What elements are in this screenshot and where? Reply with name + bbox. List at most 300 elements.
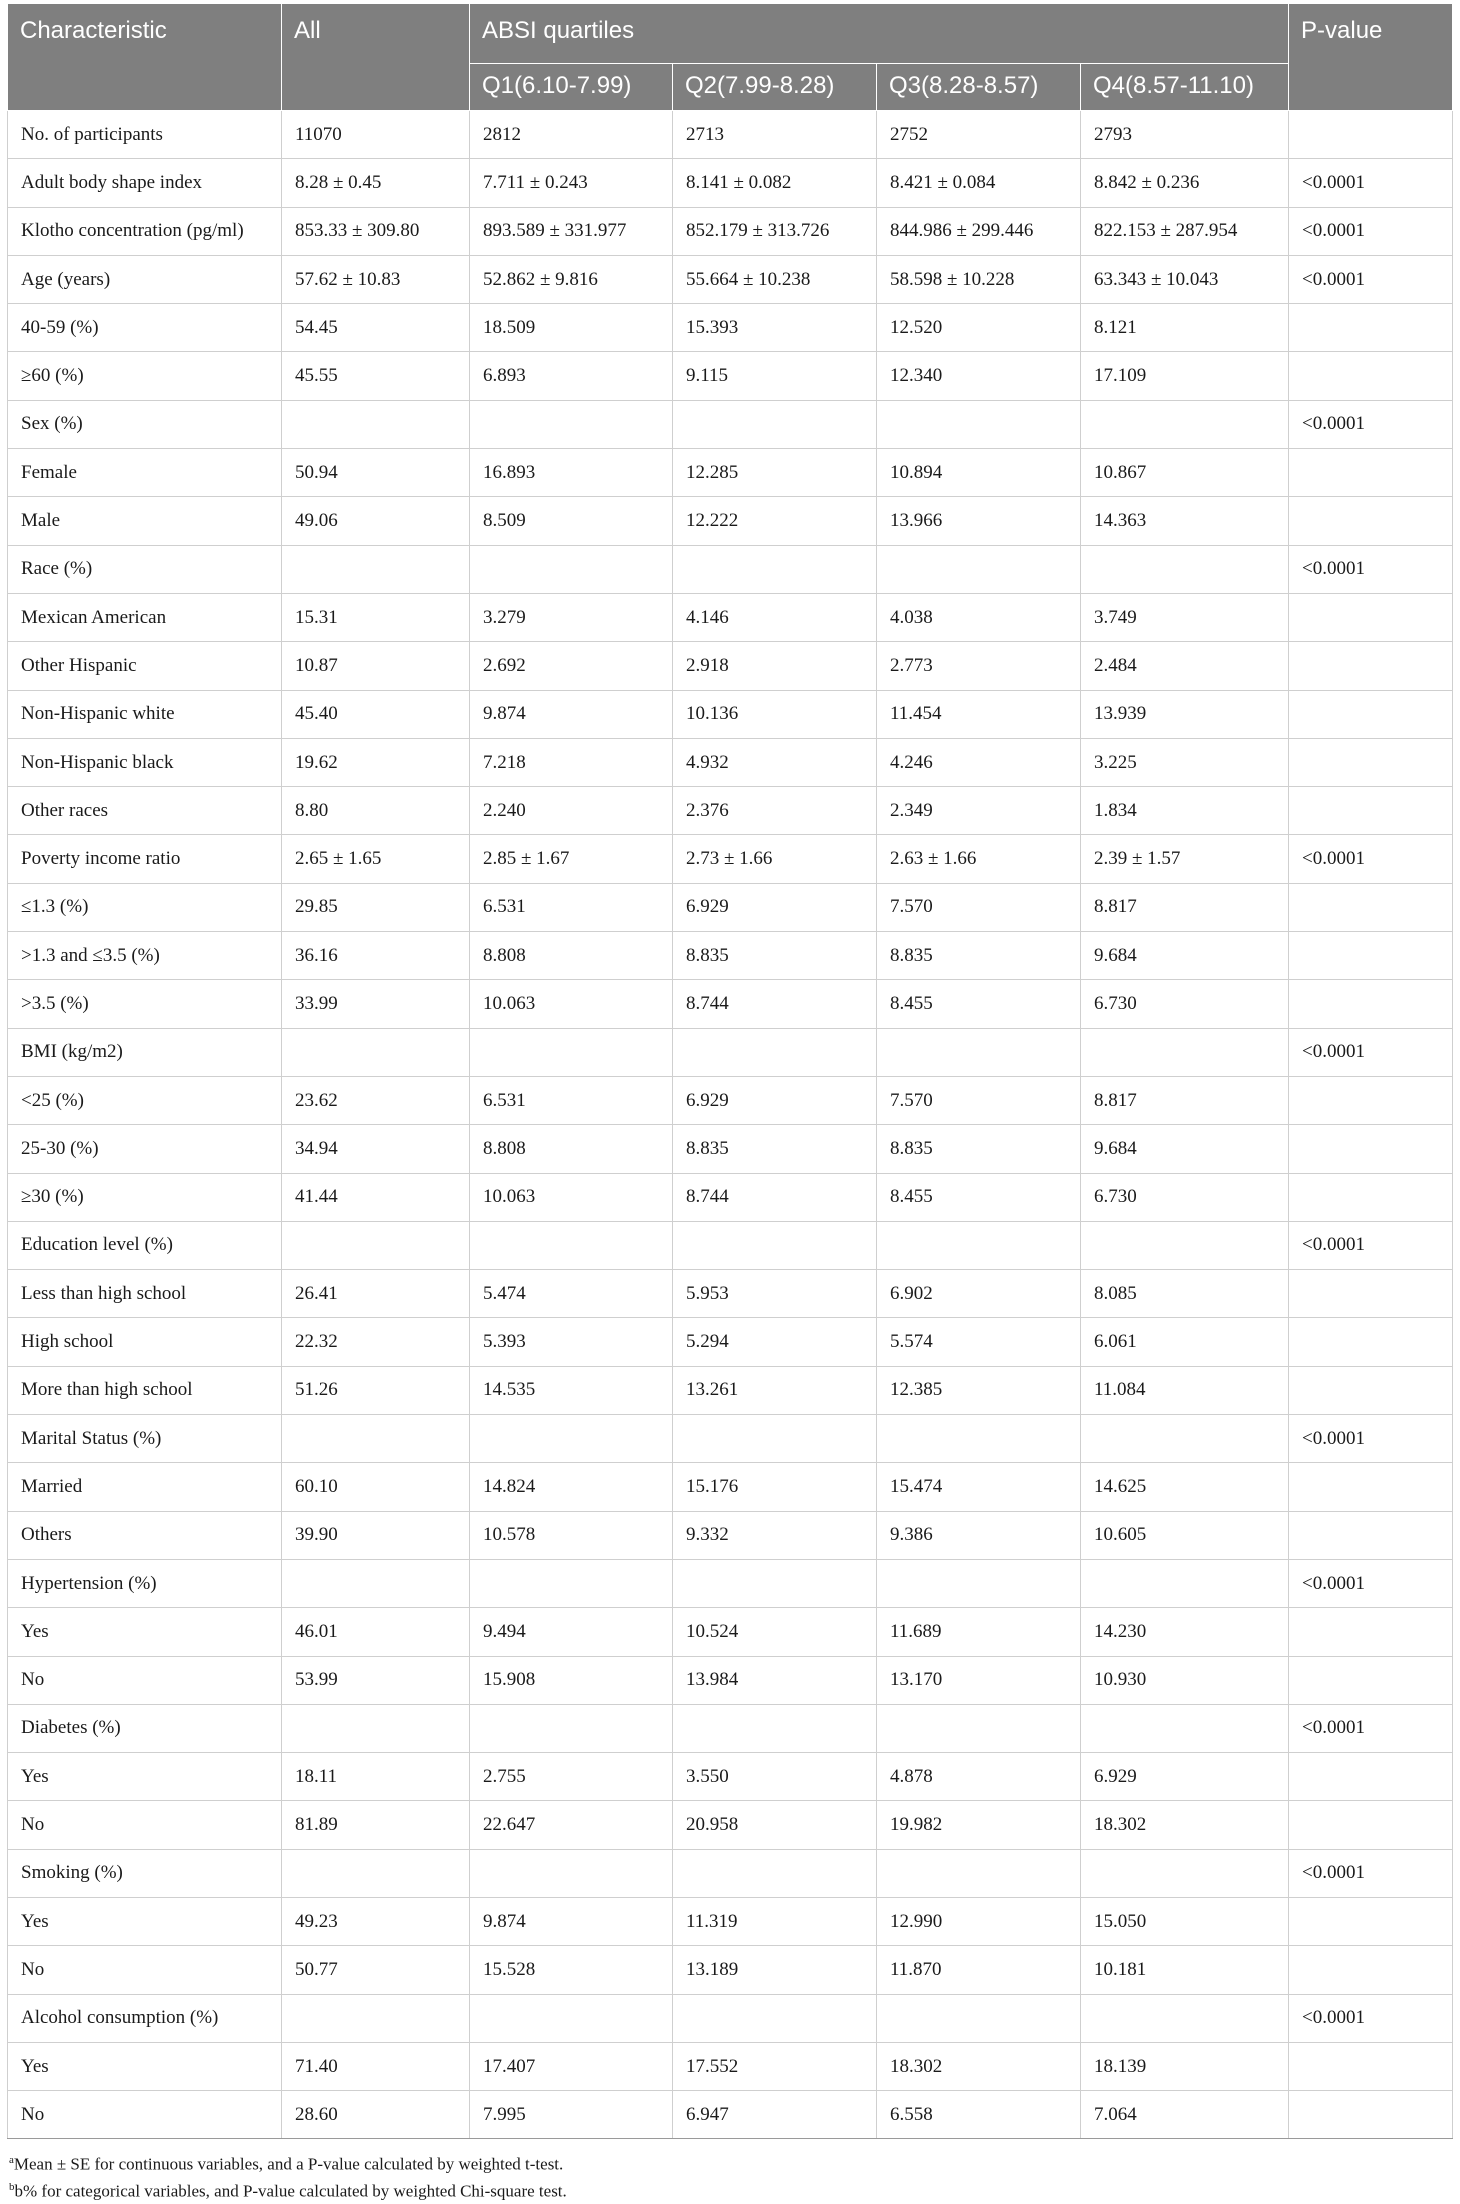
cell-characteristic: High school [8, 1318, 282, 1366]
table-row [8, 932, 1453, 980]
cell-all: 29.85 [282, 883, 470, 931]
cell-q4 [1081, 1994, 1289, 2042]
cell-all [282, 400, 470, 448]
header-p-value: P-value [1289, 4, 1453, 111]
cell-q2: 8.141 ± 0.082 [673, 159, 877, 207]
cell-q4: 8.121 [1081, 304, 1289, 352]
cell-p-value: <0.0001 [1289, 1559, 1453, 1607]
table-row [8, 1753, 1453, 1801]
cell-all: 45.55 [282, 352, 470, 400]
cell-q4 [1081, 1704, 1289, 1752]
cell-q1: 14.824 [470, 1463, 673, 1511]
cell-q1: 14.535 [470, 1366, 673, 1414]
cell-q2 [673, 1994, 877, 2042]
cell-p-value: <0.0001 [1289, 835, 1453, 883]
cell-q3 [877, 1849, 1081, 1897]
cell-q3: 4.878 [877, 1753, 1081, 1801]
cell-p-value [1289, 593, 1453, 641]
cell-q3: 7.570 [877, 883, 1081, 931]
cell-characteristic: Less than high school [8, 1270, 282, 1318]
cell-q3 [877, 1221, 1081, 1269]
cell-q3: 844.986 ± 299.446 [877, 207, 1081, 255]
cell-q1: 2.85 ± 1.67 [470, 835, 673, 883]
cell-q2: 13.984 [673, 1656, 877, 1704]
cell-q1: 2.755 [470, 1753, 673, 1801]
cell-q3: 6.558 [877, 2091, 1081, 2139]
cell-characteristic: Klotho concentration (pg/ml) [8, 207, 282, 255]
cell-p-value [1289, 449, 1453, 497]
cell-q4: 10.867 [1081, 449, 1289, 497]
cell-q4: 10.930 [1081, 1656, 1289, 1704]
table-row [8, 1173, 1453, 1221]
cell-q2: 8.744 [673, 1173, 877, 1221]
table-row [8, 352, 1453, 400]
cell-p-value [1289, 1173, 1453, 1221]
table-header [8, 4, 1453, 111]
cell-q4: 8.817 [1081, 1076, 1289, 1124]
cell-q3 [877, 1415, 1081, 1463]
table-row [8, 690, 1453, 738]
cell-q2: 11.319 [673, 1897, 877, 1945]
cell-all: 41.44 [282, 1173, 470, 1221]
cell-q4: 17.109 [1081, 352, 1289, 400]
cell-p-value: <0.0001 [1289, 1704, 1453, 1752]
cell-q1 [470, 1849, 673, 1897]
cell-q3: 13.966 [877, 497, 1081, 545]
table-row [8, 593, 1453, 641]
cell-all: 71.40 [282, 2042, 470, 2090]
cell-q3: 10.894 [877, 449, 1081, 497]
table-row [8, 1849, 1453, 1897]
cell-q1: 8.509 [470, 497, 673, 545]
table-container [7, 3, 1452, 2203]
cell-q4: 9.684 [1081, 1125, 1289, 1173]
cell-q3: 8.455 [877, 980, 1081, 1028]
cell-q2: 4.932 [673, 738, 877, 786]
cell-characteristic: Yes [8, 1753, 282, 1801]
cell-all: 54.45 [282, 304, 470, 352]
cell-q1 [470, 1221, 673, 1269]
cell-all [282, 545, 470, 593]
table-row [8, 1704, 1453, 1752]
cell-q2: 9.332 [673, 1511, 877, 1559]
cell-q4: 822.153 ± 287.954 [1081, 207, 1289, 255]
cell-q4 [1081, 1849, 1289, 1897]
cell-p-value [1289, 2042, 1453, 2090]
cell-all: 50.94 [282, 449, 470, 497]
cell-q1 [470, 1028, 673, 1076]
table-row [8, 111, 1453, 159]
cell-q3: 2.63 ± 1.66 [877, 835, 1081, 883]
cell-characteristic: More than high school [8, 1366, 282, 1414]
cell-p-value: <0.0001 [1289, 255, 1453, 303]
footnote-a-text: Mean ± SE for continuous variables, and a P-value calculated by weighted t-test. [13, 2155, 564, 2175]
cell-q2: 10.136 [673, 690, 877, 738]
cell-q3: 12.340 [877, 352, 1081, 400]
cell-q3 [877, 1994, 1081, 2042]
cell-q3 [877, 400, 1081, 448]
cell-q2: 4.146 [673, 593, 877, 641]
cell-q1: 10.063 [470, 1173, 673, 1221]
baseline-characteristics-table [7, 3, 1453, 2139]
cell-q1: 7.995 [470, 2091, 673, 2139]
cell-q1 [470, 1704, 673, 1752]
cell-all: 8.80 [282, 787, 470, 835]
cell-q4: 6.730 [1081, 980, 1289, 1028]
cell-p-value [1289, 111, 1453, 159]
cell-all: 28.60 [282, 2091, 470, 2139]
table-row [8, 1897, 1453, 1945]
cell-q4: 6.730 [1081, 1173, 1289, 1221]
cell-q4: 14.363 [1081, 497, 1289, 545]
cell-q4 [1081, 1028, 1289, 1076]
cell-q2: 6.929 [673, 1076, 877, 1124]
cell-q1: 7.218 [470, 738, 673, 786]
cell-characteristic: Marital Status (%) [8, 1415, 282, 1463]
cell-q3: 11.454 [877, 690, 1081, 738]
table-row [8, 400, 1453, 448]
cell-all: 34.94 [282, 1125, 470, 1173]
cell-q2: 8.744 [673, 980, 877, 1028]
cell-q3: 12.990 [877, 1897, 1081, 1945]
cell-p-value [1289, 1511, 1453, 1559]
cell-q1: 10.063 [470, 980, 673, 1028]
cell-q4: 11.084 [1081, 1366, 1289, 1414]
table-row [8, 304, 1453, 352]
cell-all: 2.65 ± 1.65 [282, 835, 470, 883]
cell-q1: 9.874 [470, 1897, 673, 1945]
table-row [8, 449, 1453, 497]
cell-q2: 2.73 ± 1.66 [673, 835, 877, 883]
cell-p-value [1289, 1463, 1453, 1511]
cell-q1: 52.862 ± 9.816 [470, 255, 673, 303]
table-row [8, 1559, 1453, 1607]
cell-characteristic: Married [8, 1463, 282, 1511]
cell-p-value [1289, 497, 1453, 545]
cell-q1: 6.531 [470, 1076, 673, 1124]
cell-characteristic: No. of participants [8, 111, 282, 159]
cell-all: 49.06 [282, 497, 470, 545]
cell-characteristic: Race (%) [8, 545, 282, 593]
cell-q1 [470, 1994, 673, 2042]
cell-q2: 12.285 [673, 449, 877, 497]
cell-q4: 10.605 [1081, 1511, 1289, 1559]
cell-q2: 15.393 [673, 304, 877, 352]
cell-q2: 13.189 [673, 1946, 877, 1994]
cell-p-value [1289, 883, 1453, 931]
cell-characteristic: Age (years) [8, 255, 282, 303]
cell-q3: 7.570 [877, 1076, 1081, 1124]
cell-characteristic: Yes [8, 1897, 282, 1945]
cell-q3 [877, 1704, 1081, 1752]
cell-p-value: <0.0001 [1289, 1028, 1453, 1076]
cell-characteristic: >3.5 (%) [8, 980, 282, 1028]
cell-all: 53.99 [282, 1656, 470, 1704]
header-absi-quartiles: ABSI quartiles [470, 4, 1289, 64]
cell-q2: 13.261 [673, 1366, 877, 1414]
cell-q2 [673, 1849, 877, 1897]
cell-q2: 852.179 ± 313.726 [673, 207, 877, 255]
cell-all: 51.26 [282, 1366, 470, 1414]
cell-q1: 5.474 [470, 1270, 673, 1318]
cell-q1: 18.509 [470, 304, 673, 352]
cell-characteristic: Male [8, 497, 282, 545]
cell-q1: 9.874 [470, 690, 673, 738]
cell-characteristic: <25 (%) [8, 1076, 282, 1124]
footnote-b-text: b% for categorical variables, and P-value calculated by weighted Chi-square test. [14, 2181, 567, 2201]
table-row [8, 497, 1453, 545]
table-row [8, 980, 1453, 1028]
table-row [8, 545, 1453, 593]
table-row [8, 1270, 1453, 1318]
cell-q2: 2713 [673, 111, 877, 159]
cell-q4: 6.061 [1081, 1318, 1289, 1366]
header-q2: Q2(7.99-8.28) [673, 64, 877, 111]
cell-q2 [673, 1415, 877, 1463]
cell-q4: 8.817 [1081, 883, 1289, 931]
footnote-b [9, 2176, 1452, 2203]
table-row [8, 159, 1453, 207]
cell-q4: 2.39 ± 1.57 [1081, 835, 1289, 883]
cell-q4: 2.484 [1081, 642, 1289, 690]
cell-all [282, 1559, 470, 1607]
cell-characteristic: Mexican American [8, 593, 282, 641]
header-q4: Q4(8.57-11.10) [1081, 64, 1289, 111]
cell-characteristic: No [8, 1656, 282, 1704]
cell-q2: 3.550 [673, 1753, 877, 1801]
cell-q4: 3.225 [1081, 738, 1289, 786]
cell-p-value: <0.0001 [1289, 159, 1453, 207]
cell-characteristic: No [8, 2091, 282, 2139]
cell-characteristic: Alcohol consumption (%) [8, 1994, 282, 2042]
cell-characteristic: Diabetes (%) [8, 1704, 282, 1752]
cell-q3: 12.385 [877, 1366, 1081, 1414]
cell-p-value [1289, 1076, 1453, 1124]
cell-q4: 1.834 [1081, 787, 1289, 835]
cell-q1: 2812 [470, 111, 673, 159]
cell-p-value [1289, 642, 1453, 690]
cell-p-value: <0.0001 [1289, 400, 1453, 448]
cell-q4 [1081, 400, 1289, 448]
table-row [8, 738, 1453, 786]
cell-q3: 11.870 [877, 1946, 1081, 1994]
cell-all: 19.62 [282, 738, 470, 786]
cell-q1 [470, 545, 673, 593]
cell-q4: 6.929 [1081, 1753, 1289, 1801]
cell-all [282, 1028, 470, 1076]
cell-q2: 8.835 [673, 1125, 877, 1173]
cell-q3: 5.574 [877, 1318, 1081, 1366]
footnote-a-mark: a [9, 2154, 14, 2167]
cell-q4 [1081, 1221, 1289, 1269]
table-row [8, 2091, 1453, 2139]
table-row [8, 1946, 1453, 1994]
cell-characteristic: >1.3 and ≤3.5 (%) [8, 932, 282, 980]
cell-q2: 2.918 [673, 642, 877, 690]
cell-q4: 8.085 [1081, 1270, 1289, 1318]
cell-q2: 15.176 [673, 1463, 877, 1511]
footnote-b-mark: b [9, 2181, 15, 2194]
cell-q1: 15.528 [470, 1946, 673, 1994]
cell-q2: 10.524 [673, 1608, 877, 1656]
cell-all: 49.23 [282, 1897, 470, 1945]
table-row [8, 1463, 1453, 1511]
table-row [8, 642, 1453, 690]
cell-p-value [1289, 1946, 1453, 1994]
cell-p-value [1289, 787, 1453, 835]
cell-q1: 15.908 [470, 1656, 673, 1704]
cell-q3: 18.302 [877, 2042, 1081, 2090]
table-row [8, 787, 1453, 835]
cell-all: 60.10 [282, 1463, 470, 1511]
header-characteristic: Characteristic [8, 4, 282, 111]
cell-p-value [1289, 304, 1453, 352]
cell-q3 [877, 1559, 1081, 1607]
cell-q4: 9.684 [1081, 932, 1289, 980]
cell-q1: 16.893 [470, 449, 673, 497]
cell-all: 11070 [282, 111, 470, 159]
cell-characteristic: 25-30 (%) [8, 1125, 282, 1173]
cell-q3: 2752 [877, 111, 1081, 159]
cell-all: 26.41 [282, 1270, 470, 1318]
table-row [8, 2042, 1453, 2090]
cell-q4 [1081, 1415, 1289, 1463]
cell-q4: 18.302 [1081, 1801, 1289, 1849]
cell-q2: 17.552 [673, 2042, 877, 2090]
cell-q1: 6.531 [470, 883, 673, 931]
cell-p-value [1289, 2091, 1453, 2139]
cell-all: 39.90 [282, 1511, 470, 1559]
cell-q3: 9.386 [877, 1511, 1081, 1559]
cell-q3: 11.689 [877, 1608, 1081, 1656]
cell-all: 57.62 ± 10.83 [282, 255, 470, 303]
cell-q4: 15.050 [1081, 1897, 1289, 1945]
cell-q3: 8.421 ± 0.084 [877, 159, 1081, 207]
cell-all [282, 1415, 470, 1463]
cell-all: 10.87 [282, 642, 470, 690]
table-row [8, 1994, 1453, 2042]
cell-all: 33.99 [282, 980, 470, 1028]
cell-all: 81.89 [282, 1801, 470, 1849]
cell-q3: 6.902 [877, 1270, 1081, 1318]
cell-all: 22.32 [282, 1318, 470, 1366]
cell-q1: 2.692 [470, 642, 673, 690]
table-row [8, 1656, 1453, 1704]
table-row [8, 1221, 1453, 1269]
cell-characteristic: Yes [8, 2042, 282, 2090]
cell-p-value [1289, 980, 1453, 1028]
cell-p-value [1289, 738, 1453, 786]
cell-q3: 58.598 ± 10.228 [877, 255, 1081, 303]
cell-q2: 20.958 [673, 1801, 877, 1849]
table-row [8, 1801, 1453, 1849]
footnotes [7, 2149, 1452, 2202]
cell-p-value: <0.0001 [1289, 1849, 1453, 1897]
cell-characteristic: No [8, 1801, 282, 1849]
cell-q1: 8.808 [470, 1125, 673, 1173]
cell-q1: 17.407 [470, 2042, 673, 2090]
cell-q3: 4.246 [877, 738, 1081, 786]
cell-characteristic: ≥60 (%) [8, 352, 282, 400]
table-row [8, 1366, 1453, 1414]
cell-q2: 12.222 [673, 497, 877, 545]
cell-q3: 2.773 [877, 642, 1081, 690]
cell-q4: 13.939 [1081, 690, 1289, 738]
cell-all: 18.11 [282, 1753, 470, 1801]
cell-all: 50.77 [282, 1946, 470, 1994]
cell-characteristic: Others [8, 1511, 282, 1559]
cell-characteristic: Sex (%) [8, 400, 282, 448]
cell-characteristic: Adult body shape index [8, 159, 282, 207]
cell-all: 15.31 [282, 593, 470, 641]
cell-characteristic: No [8, 1946, 282, 1994]
cell-q2: 5.294 [673, 1318, 877, 1366]
cell-q1 [470, 1415, 673, 1463]
cell-q2 [673, 1559, 877, 1607]
cell-characteristic: ≤1.3 (%) [8, 883, 282, 931]
cell-p-value: <0.0001 [1289, 207, 1453, 255]
cell-q2 [673, 1221, 877, 1269]
cell-q4: 8.842 ± 0.236 [1081, 159, 1289, 207]
cell-p-value [1289, 1366, 1453, 1414]
cell-p-value [1289, 1656, 1453, 1704]
header-all: All [282, 4, 470, 111]
cell-q2: 5.953 [673, 1270, 877, 1318]
cell-q2: 9.115 [673, 352, 877, 400]
cell-q1: 9.494 [470, 1608, 673, 1656]
cell-q2: 55.664 ± 10.238 [673, 255, 877, 303]
cell-q4: 2793 [1081, 111, 1289, 159]
cell-p-value [1289, 1608, 1453, 1656]
cell-p-value [1289, 1125, 1453, 1173]
cell-q2: 6.929 [673, 883, 877, 931]
cell-characteristic: Non-Hispanic white [8, 690, 282, 738]
cell-q1: 893.589 ± 331.977 [470, 207, 673, 255]
cell-q4 [1081, 1559, 1289, 1607]
cell-all: 45.40 [282, 690, 470, 738]
cell-q3: 8.455 [877, 1173, 1081, 1221]
cell-q3: 15.474 [877, 1463, 1081, 1511]
cell-q3: 13.170 [877, 1656, 1081, 1704]
header-q3: Q3(8.28-8.57) [877, 64, 1081, 111]
cell-characteristic: Other Hispanic [8, 642, 282, 690]
cell-q4: 10.181 [1081, 1946, 1289, 1994]
cell-characteristic: Other races [8, 787, 282, 835]
cell-q3: 12.520 [877, 304, 1081, 352]
cell-q1: 10.578 [470, 1511, 673, 1559]
cell-q3 [877, 545, 1081, 593]
cell-p-value [1289, 1801, 1453, 1849]
cell-characteristic: Yes [8, 1608, 282, 1656]
cell-all [282, 1221, 470, 1269]
cell-p-value [1289, 1270, 1453, 1318]
cell-all: 46.01 [282, 1608, 470, 1656]
cell-q1: 6.893 [470, 352, 673, 400]
cell-p-value [1289, 1753, 1453, 1801]
cell-all: 8.28 ± 0.45 [282, 159, 470, 207]
table-row [8, 1125, 1453, 1173]
cell-characteristic: Smoking (%) [8, 1849, 282, 1897]
cell-q2 [673, 1028, 877, 1076]
cell-q2: 8.835 [673, 932, 877, 980]
cell-p-value [1289, 352, 1453, 400]
cell-q4: 14.625 [1081, 1463, 1289, 1511]
cell-q2: 2.376 [673, 787, 877, 835]
cell-all [282, 1994, 470, 2042]
cell-p-value [1289, 1897, 1453, 1945]
cell-characteristic: ≥30 (%) [8, 1173, 282, 1221]
cell-p-value [1289, 1318, 1453, 1366]
